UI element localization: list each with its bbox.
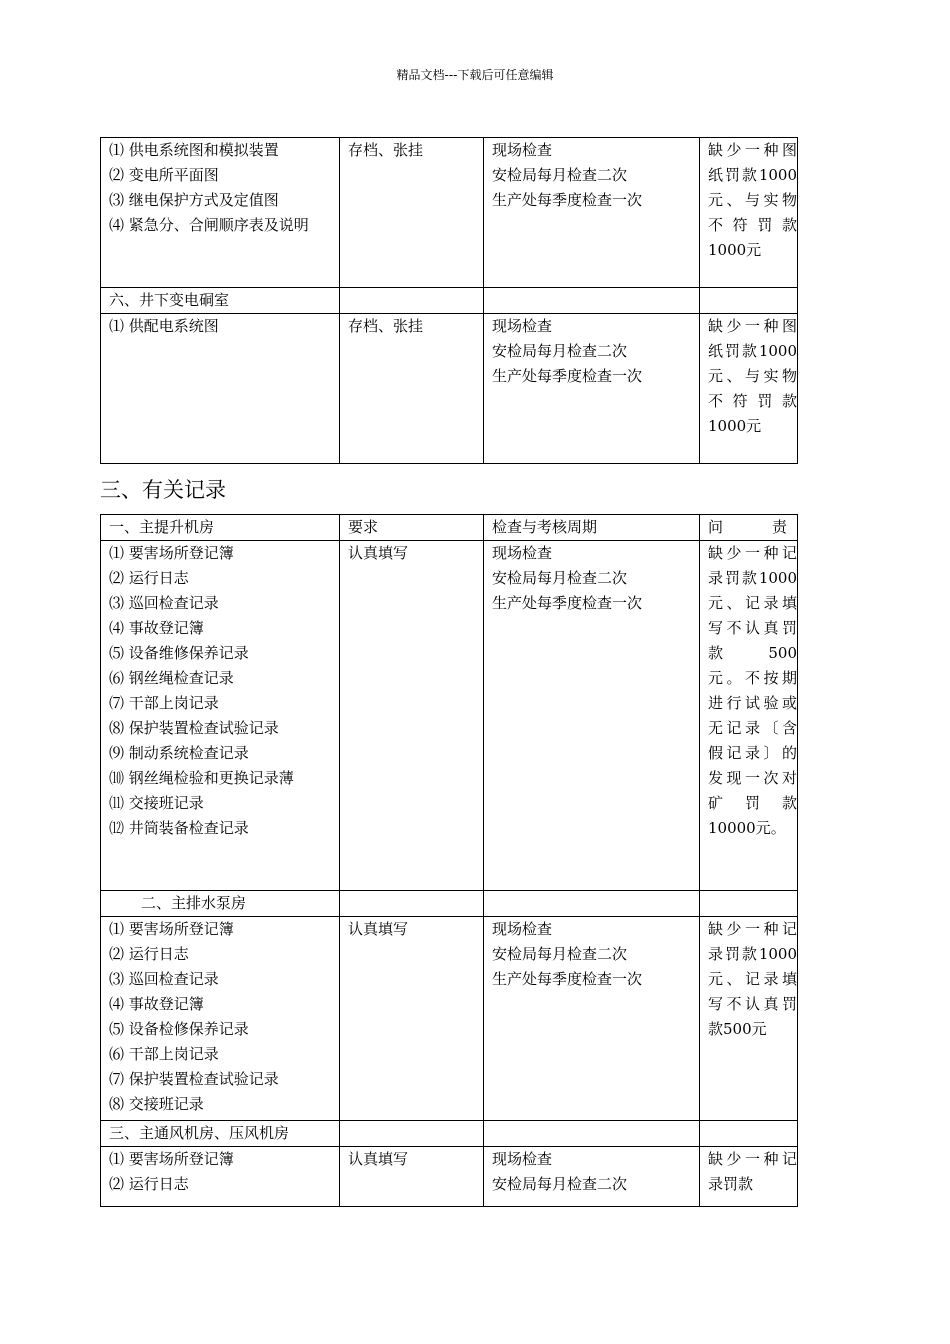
check-item: 生产处每季度检查一次 bbox=[492, 970, 643, 988]
penalty-cell: 缺少一种记录罚款1000元、记录填写不认真罚款 500元。不按期进行试验或无记录〔含假记录〕的发现一次对矿罚款10000元。 bbox=[700, 541, 798, 891]
list-item: ⑺ 干部上岗记录 bbox=[109, 694, 219, 712]
items-cell bbox=[101, 314, 340, 464]
list-item: ⑼ 制动系统检查记录 bbox=[109, 744, 249, 762]
section-label: 二、主排水泵房 bbox=[101, 891, 340, 917]
list-item: ⑴ 要害场所登记簿 bbox=[109, 1150, 234, 1168]
list-item: ⑵ 运行日志 bbox=[109, 945, 189, 963]
items-cell bbox=[101, 917, 340, 1121]
check-cell bbox=[484, 314, 700, 464]
check-item: 现场检查 bbox=[492, 544, 553, 562]
items-cell bbox=[101, 541, 340, 891]
list-item: ⑷ 事故登记簿 bbox=[109, 995, 204, 1013]
check-cell bbox=[484, 138, 700, 288]
list-item: ⑴ 要害场所登记簿 bbox=[109, 920, 234, 938]
check-item: 安检局每月检查二次 bbox=[492, 1175, 628, 1193]
check-item: 安检局每月检查二次 bbox=[492, 342, 628, 360]
header-col1: 一、主提升机房 bbox=[101, 515, 340, 541]
list-item: ⑸ 设备检修保养记录 bbox=[109, 1020, 249, 1038]
requirement-cell: 存档、张挂 bbox=[340, 138, 484, 288]
records-table bbox=[100, 514, 798, 1207]
table-row bbox=[101, 138, 798, 288]
section-label: 六、井下变电硐室 bbox=[101, 288, 340, 314]
section-row bbox=[101, 288, 798, 314]
check-item: 现场检查 bbox=[492, 317, 553, 335]
penalty-cell: 缺少一种记录罚款1000元、记录填写不认真罚款500元 bbox=[700, 917, 798, 1121]
requirement-cell: 认真填写 bbox=[340, 1147, 484, 1207]
check-item: 现场检查 bbox=[492, 1150, 553, 1168]
check-item: 安检局每月检查二次 bbox=[492, 166, 628, 184]
section-row bbox=[101, 891, 798, 917]
list-item: ⑿ 井筒装备检查记录 bbox=[109, 819, 249, 837]
list-item: ⑴ 要害场所登记簿 bbox=[109, 544, 234, 562]
list-item: ⑵ 变电所平面图 bbox=[109, 166, 219, 184]
list-item: ⑶ 巡回检查记录 bbox=[109, 594, 219, 612]
list-item: ⑷ 事故登记簿 bbox=[109, 619, 204, 637]
check-item: 现场检查 bbox=[492, 920, 553, 938]
items-cell bbox=[101, 138, 340, 288]
penalty-cell: 缺少一种图纸罚款1000元、与实物不符罚款1000元 bbox=[700, 314, 798, 464]
requirement-cell: 存档、张挂 bbox=[340, 314, 484, 464]
list-item: ⑾ 交接班记录 bbox=[109, 794, 204, 812]
list-item: ⑹ 干部上岗记录 bbox=[109, 1045, 219, 1063]
list-item: ⑻ 保护装置检查试验记录 bbox=[109, 719, 279, 737]
table-row bbox=[101, 917, 798, 1121]
check-item: 生产处每季度检查一次 bbox=[492, 594, 643, 612]
list-item: ⑷ 紧急分、合闸顺序表及说明 bbox=[109, 216, 309, 234]
requirement-cell: 认真填写 bbox=[340, 917, 484, 1121]
list-item: ⑴ 供配电系统图 bbox=[109, 317, 219, 335]
section-label: 三、主通风机房、压风机房 bbox=[101, 1121, 340, 1147]
check-cell bbox=[484, 541, 700, 891]
page-header: 精品文档---下载后可任意编辑 bbox=[396, 68, 554, 82]
header-col4: 问责 bbox=[700, 515, 798, 541]
check-item: 安检局每月检查二次 bbox=[492, 569, 628, 587]
list-item: ⑵ 运行日志 bbox=[109, 1175, 189, 1193]
requirement-cell: 认真填写 bbox=[340, 541, 484, 891]
table-row bbox=[101, 541, 798, 891]
check-item: 生产处每季度检查一次 bbox=[492, 191, 643, 209]
header-col2: 要求 bbox=[340, 515, 484, 541]
list-item: ⑺ 保护装置检查试验记录 bbox=[109, 1070, 279, 1088]
list-item: ⑸ 设备维修保养记录 bbox=[109, 644, 249, 662]
list-item: ⑶ 巡回检查记录 bbox=[109, 970, 219, 988]
items-cell bbox=[101, 1147, 340, 1207]
list-item: ⑵ 运行日志 bbox=[109, 569, 189, 587]
table-header-row bbox=[101, 515, 798, 541]
penalty-cell: 缺少一种记录罚款 bbox=[700, 1147, 798, 1207]
check-cell bbox=[484, 1147, 700, 1207]
header-col3: 检查与考核周期 bbox=[484, 515, 700, 541]
list-item: ⑻ 交接班记录 bbox=[109, 1095, 204, 1113]
table-row bbox=[101, 314, 798, 464]
list-item: ⑹ 钢丝绳检查记录 bbox=[109, 669, 234, 687]
section-row bbox=[101, 1121, 798, 1147]
equipment-drawings-table bbox=[100, 137, 798, 464]
list-item: ⑽ 钢丝绳检验和更换记录薄 bbox=[109, 769, 294, 787]
list-item: ⑶ 继电保护方式及定值图 bbox=[109, 191, 279, 209]
check-item: 安检局每月检查二次 bbox=[492, 945, 628, 963]
check-cell bbox=[484, 917, 700, 1121]
list-item: ⑴ 供电系统图和模拟装置 bbox=[109, 141, 279, 159]
section-title: 三、有关记录 bbox=[100, 478, 226, 502]
check-item: 生产处每季度检查一次 bbox=[492, 367, 643, 385]
check-item: 现场检查 bbox=[492, 141, 553, 159]
penalty-cell: 缺少一种图纸罚款1000元、与实物不符罚款1000元 bbox=[700, 138, 798, 288]
table-row bbox=[101, 1147, 798, 1207]
